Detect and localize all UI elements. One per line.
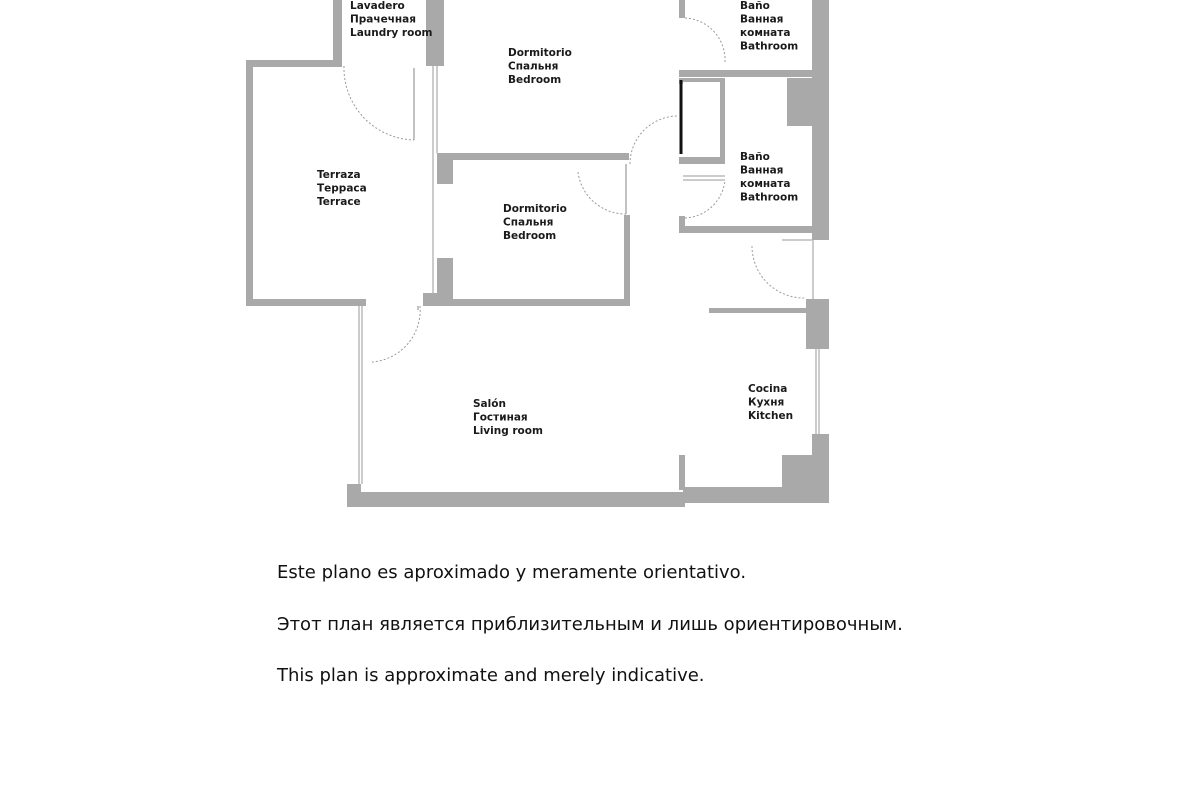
wall bbox=[347, 484, 361, 507]
disclaimer-english: This plan is approximate and merely indicative. bbox=[277, 665, 705, 686]
wall bbox=[679, 70, 821, 77]
wall bbox=[437, 153, 453, 184]
room-label-line: Lavadero bbox=[350, 0, 405, 12]
room-label-kitchen bbox=[748, 383, 793, 422]
wall bbox=[679, 455, 685, 490]
disclaimer-spanish: Este plano es aproximado y meramente orientativo. bbox=[277, 562, 747, 583]
room-label-line: Baño bbox=[740, 151, 770, 163]
wall bbox=[709, 308, 811, 313]
room-label-line: Bedroom bbox=[503, 230, 557, 242]
wall bbox=[679, 226, 813, 233]
wall bbox=[812, 126, 829, 240]
room-label-line: Bedroom bbox=[508, 74, 562, 86]
room-label-bath1 bbox=[740, 0, 798, 53]
wall bbox=[246, 60, 253, 306]
room-label-bedroom2 bbox=[503, 203, 567, 242]
room-label-line: Terraza bbox=[317, 169, 361, 181]
wall bbox=[624, 215, 630, 306]
room-label-line: Спальня bbox=[508, 60, 559, 73]
disclaimer-russian: Этот план является приблизительным и лишь ориентировочным. bbox=[277, 614, 903, 635]
wall bbox=[787, 78, 829, 126]
room-labels bbox=[317, 0, 798, 437]
room-label-line: Laundry room bbox=[350, 27, 433, 39]
room-label-line: Кухня bbox=[748, 396, 785, 409]
room-label-terrace bbox=[317, 169, 367, 208]
wall bbox=[720, 78, 725, 164]
room-label-line: Ванная bbox=[740, 13, 784, 26]
room-label-line: Cocina bbox=[748, 383, 788, 395]
wall bbox=[812, 0, 829, 78]
room-label-line: Kitchen bbox=[748, 410, 794, 422]
wall bbox=[683, 487, 829, 503]
room-label-line: Гостиная bbox=[473, 411, 528, 424]
room-label-line: Bathroom bbox=[740, 191, 799, 204]
wall bbox=[679, 0, 685, 18]
wall bbox=[246, 299, 366, 306]
room-label-bedroom1 bbox=[508, 47, 572, 86]
wall bbox=[437, 153, 629, 160]
room-label-line: Спальня bbox=[503, 216, 554, 229]
room-label-line: Dormitorio bbox=[503, 203, 567, 215]
wall bbox=[333, 0, 342, 60]
room-label-line: Прачечная bbox=[350, 13, 417, 26]
room-label-line: Salón bbox=[473, 398, 506, 410]
room-label-line: Dormitorio bbox=[508, 47, 572, 59]
room-label-line: Bathroom bbox=[740, 40, 799, 53]
room-label-living bbox=[473, 398, 543, 437]
room-label-line: Living room bbox=[473, 425, 543, 437]
wall bbox=[347, 492, 685, 507]
wall bbox=[679, 78, 724, 82]
room-label-line: Baño bbox=[740, 0, 770, 12]
room-label-line: комната bbox=[740, 27, 791, 39]
wall bbox=[423, 299, 629, 306]
wall bbox=[806, 299, 829, 349]
wall bbox=[679, 216, 685, 233]
room-label-line: комната bbox=[740, 178, 791, 190]
room-label-line: Терраса bbox=[317, 182, 367, 195]
room-label-line: Terrace bbox=[317, 196, 361, 208]
room-label-laundry bbox=[350, 0, 433, 39]
room-label-bath2 bbox=[740, 151, 798, 204]
wall bbox=[246, 60, 342, 67]
wall bbox=[679, 157, 725, 164]
room-label-line: Ванная bbox=[740, 164, 784, 177]
